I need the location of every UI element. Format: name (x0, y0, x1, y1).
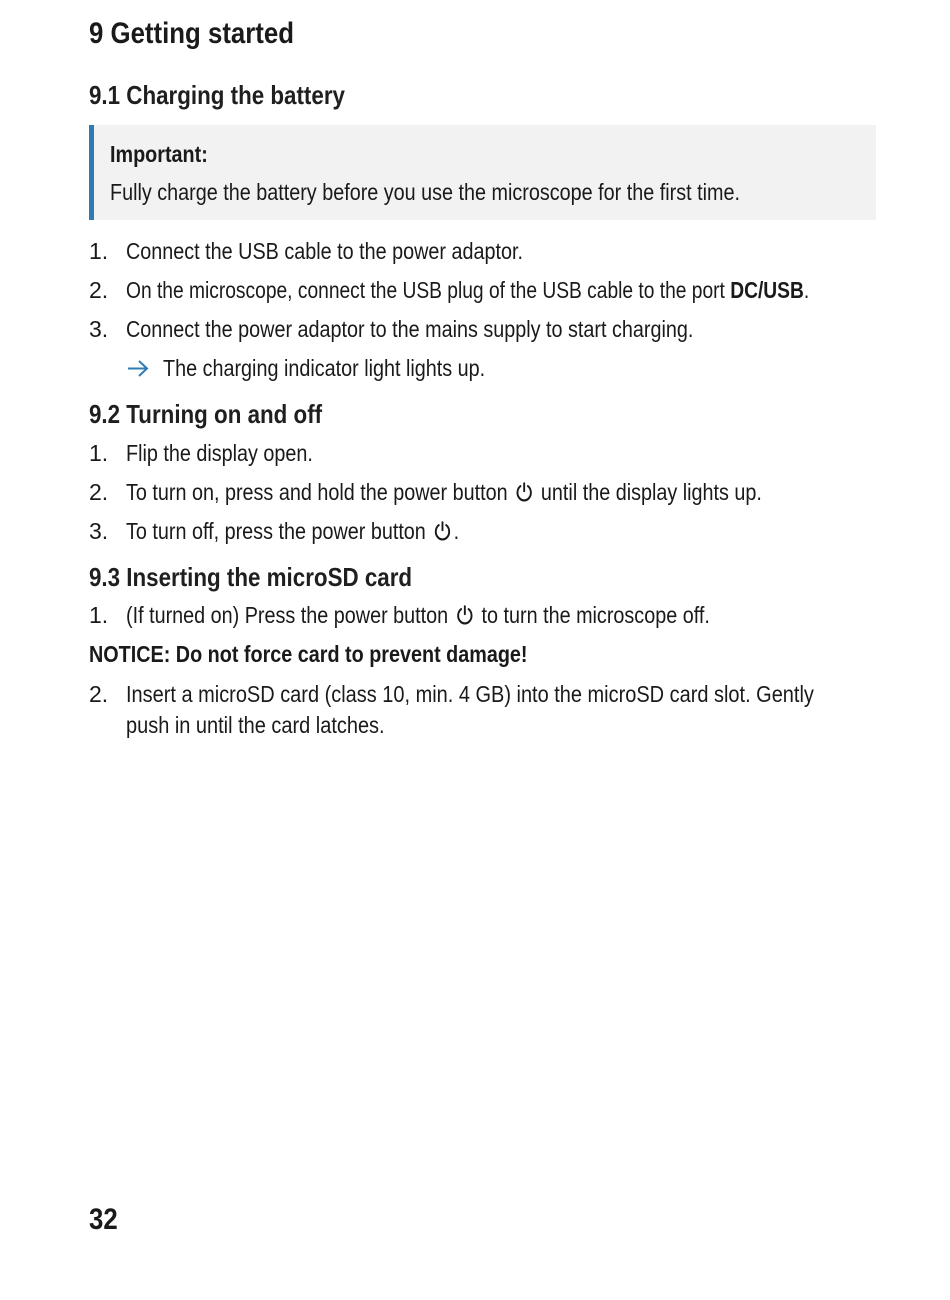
step-text: Flip the display open. (126, 440, 313, 466)
arrow-right-icon (126, 353, 150, 384)
power-button-icon (433, 520, 452, 542)
step-number: 2. (89, 681, 109, 707)
page-number: 32 (89, 1203, 118, 1236)
step-number: 3. (89, 316, 109, 342)
step-number: 1. (89, 602, 109, 628)
step-text: Insert a microSD card (class 10, min. 4 GB) into the microSD card slot. Gently push in until the card latches. (126, 681, 814, 738)
step-text: Connect the USB cable to the power adaptor. (126, 238, 523, 264)
important-callout (89, 125, 876, 220)
step-text: Connect the power adaptor to the mains supply to start charging. (126, 316, 694, 342)
power-button-icon (515, 481, 534, 503)
port-label: DC/USB (730, 277, 804, 303)
step-text: To turn off, press the power button . (126, 518, 460, 544)
step-text: On the microscope, connect the USB plug of the USB cable to the port DC/USB. (126, 277, 810, 303)
step-number: 3. (89, 518, 109, 544)
step-number: 1. (89, 238, 109, 264)
step-text: To turn on, press and hold the power button until the display lights up. (126, 479, 762, 505)
step-number: 2. (89, 479, 109, 505)
power-button-icon (455, 604, 474, 626)
section-heading-turning-on-off: 9.2 Turning on and off (89, 399, 323, 429)
step-text: (If turned on) Press the power button to turn the microscope off. (126, 602, 710, 628)
step-number: 1. (89, 440, 109, 466)
section-heading-charging: 9.1 Charging the battery (89, 80, 345, 110)
notice-text: NOTICE: Do not force card to prevent damage! (89, 641, 528, 667)
step-number: 2. (89, 277, 109, 303)
result-text: The charging indicator light lights up. (163, 355, 486, 381)
section-heading-microsd: 9.3 Inserting the microSD card (89, 562, 413, 592)
chapter-title: 9 Getting started (89, 17, 295, 50)
callout-text: Fully charge the battery before you use the microscope for the first time. (110, 179, 740, 205)
callout-title: Important: (110, 141, 208, 167)
